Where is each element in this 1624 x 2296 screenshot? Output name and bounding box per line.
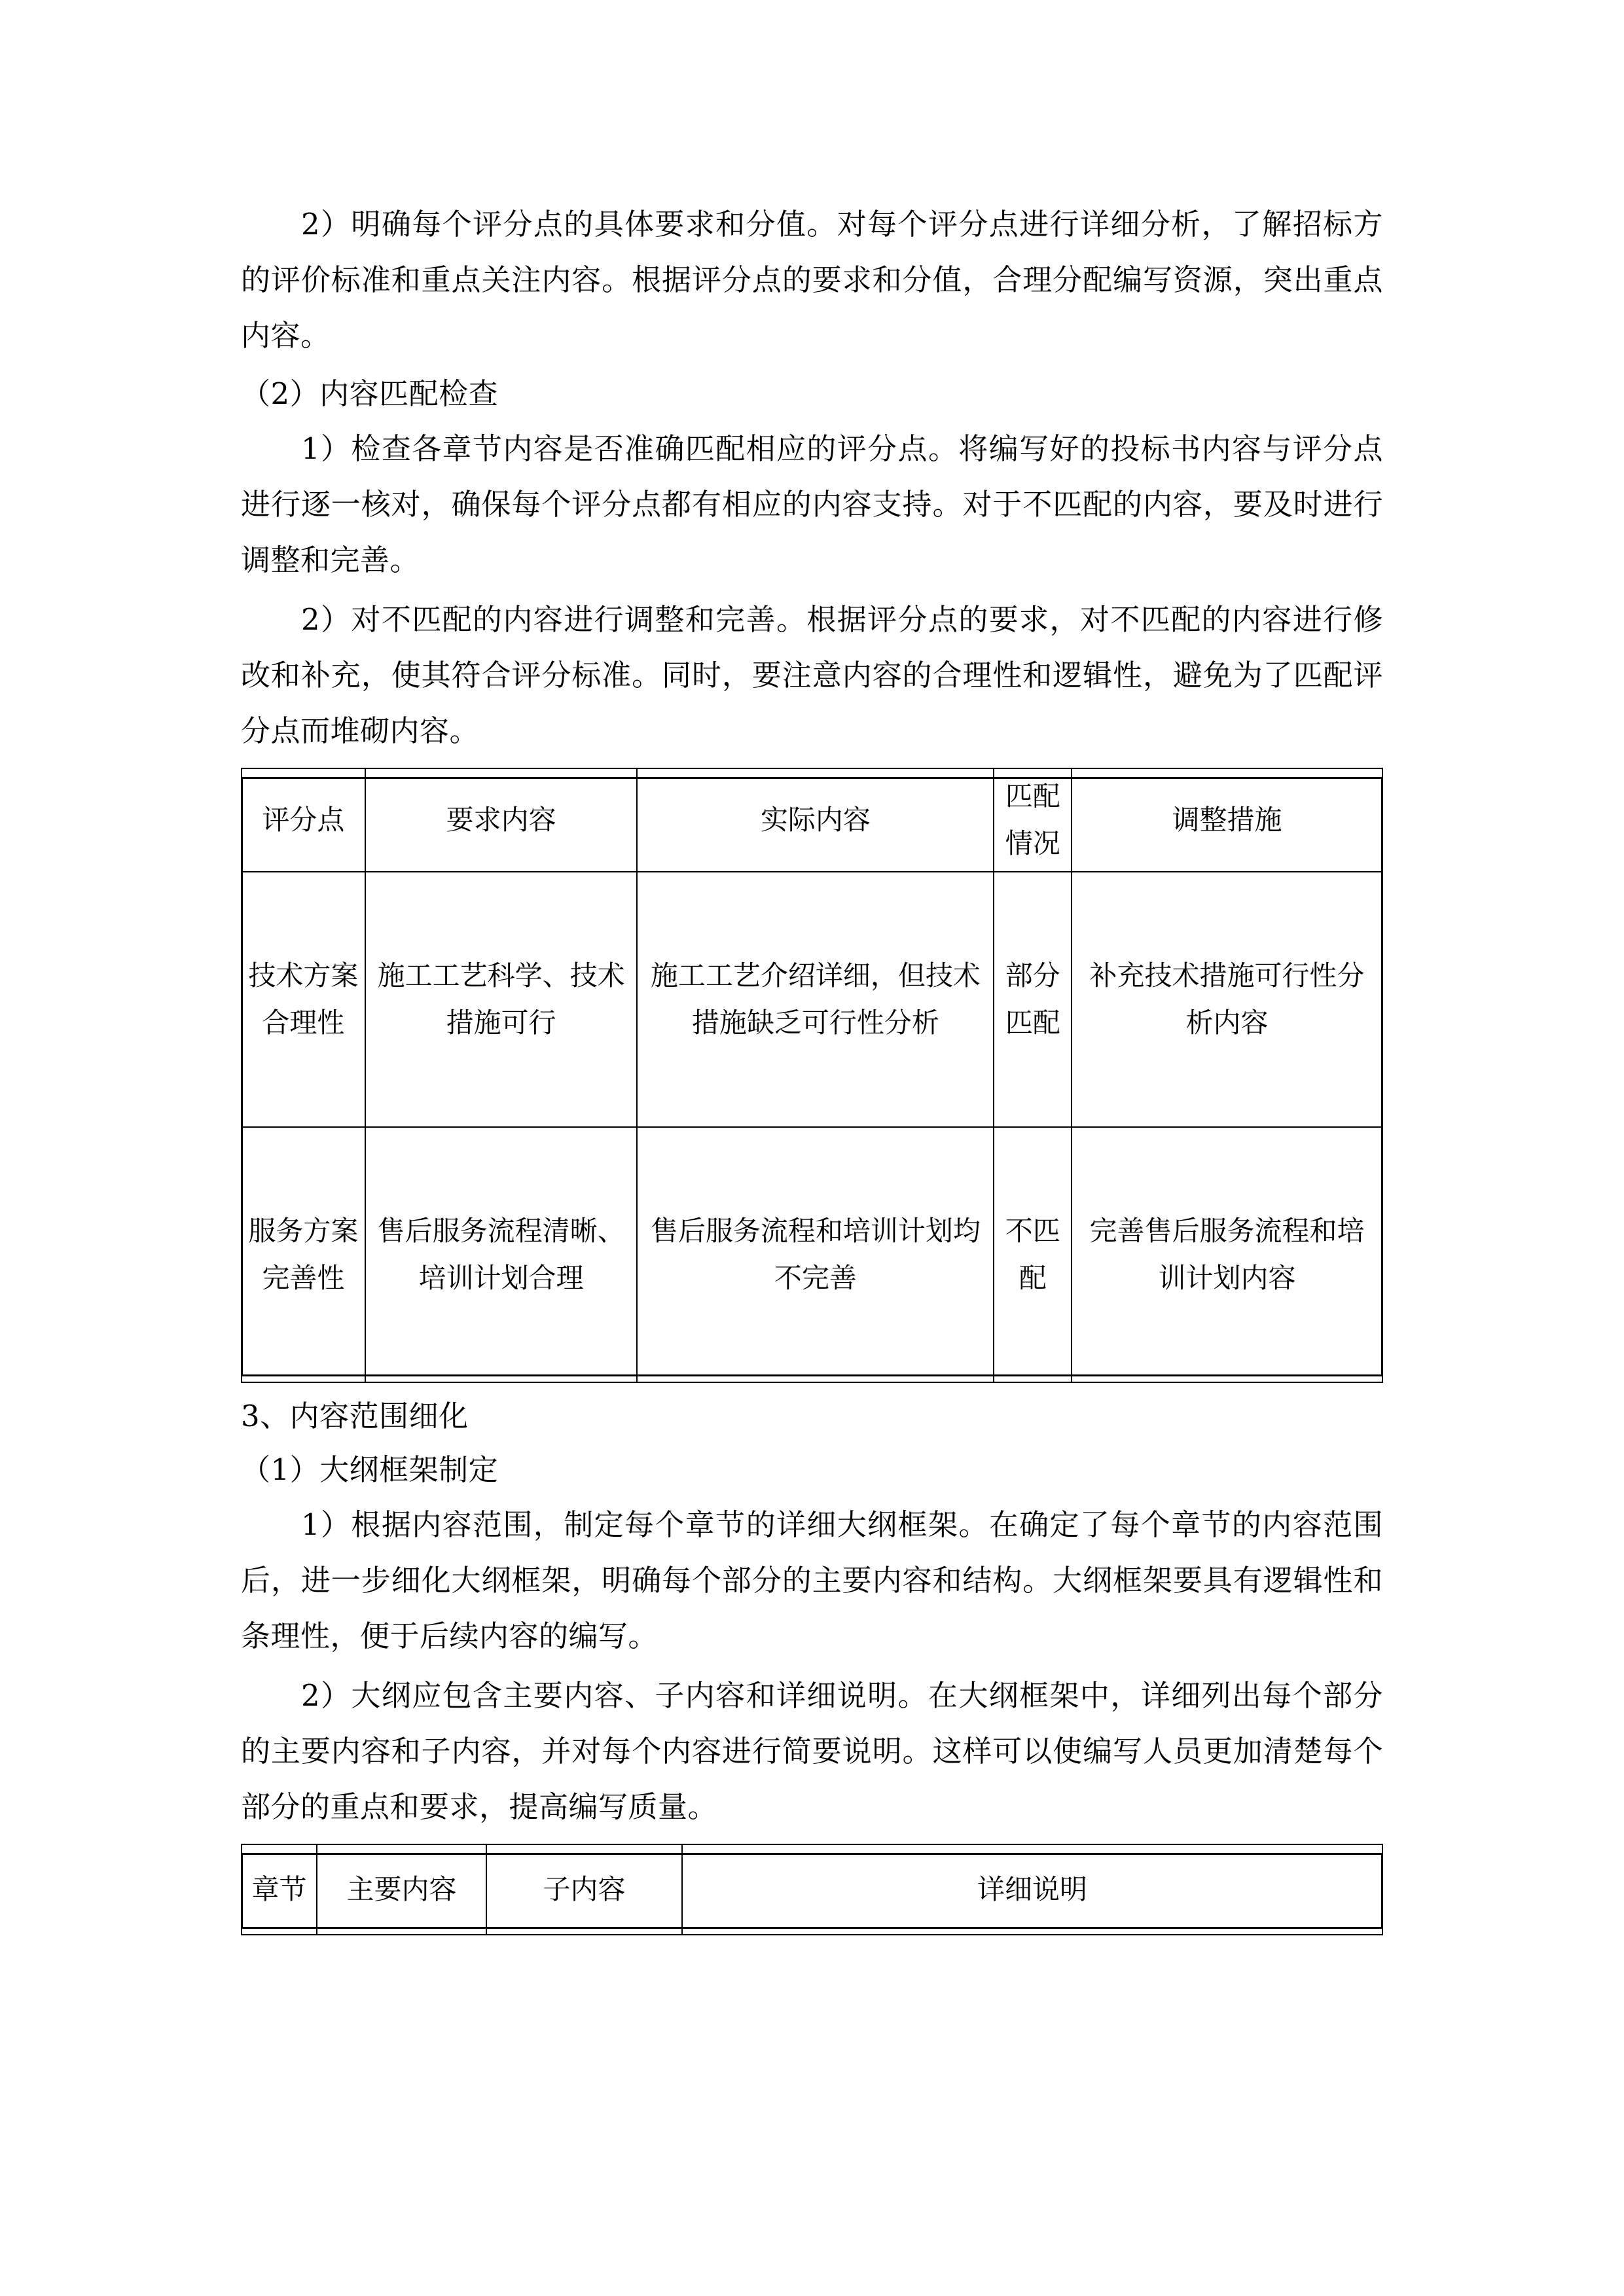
column-header-chapter: 章节	[242, 1844, 317, 1935]
column-header-detailed-description: 详细说明	[682, 1844, 1382, 1935]
table-row	[242, 1127, 1382, 1382]
cell-required-content: 施工工艺科学、技术措施可行	[365, 872, 638, 1127]
table-outline-framework-wrapper	[241, 1844, 1383, 1935]
table-match-check-wrapper	[241, 768, 1383, 1383]
paragraph-scoring-point-requirements: 2）明确每个评分点的具体要求和分值。对每个评分点进行详细分析，了解招标方的评价标准和重点关注内容。根据评分点的要求和分值，合理分配编写资源，突出重点内容。	[241, 207, 1383, 353]
column-header-main-content: 主要内容	[317, 1844, 486, 1935]
cell-actual-content: 售后服务流程和培训计划均不完善	[637, 1127, 994, 1382]
page-content	[241, 196, 1383, 1942]
cell-scoring-point: 服务方案完善性	[242, 1127, 365, 1382]
column-header-actual-content: 实际内容	[637, 768, 994, 872]
column-header-sub-content: 子内容	[486, 1844, 682, 1935]
cell-match-status: 不匹配	[994, 1127, 1072, 1382]
column-header-scoring-point: 评分点	[242, 768, 365, 872]
heading-outline-framework: （1）大纲框架制定	[241, 1452, 499, 1487]
heading-content-scope-refinement: 3、内容范围细化	[241, 1399, 469, 1433]
column-header-required-content: 要求内容	[365, 768, 638, 872]
cell-required-content: 售后服务流程清晰、培训计划合理	[365, 1127, 638, 1382]
column-header-adjustment: 调整措施	[1072, 768, 1382, 872]
paragraph-detailed-outline-framework: 1）根据内容范围，制定每个章节的详细大纲框架。在确定了每个章节的内容范围后，进一步细化大纲框架，明确每个部分的主要内容和结构。大纲框架要具有逻辑性和条理性，便于后续内容的编写。	[241, 1507, 1383, 1653]
table-outline-framework	[241, 1844, 1383, 1935]
paragraph-outline-contents: 2）大纲应包含主要内容、子内容和详细说明。在大纲框架中，详细列出每个部分的主要内容和子内容，并对每个内容进行简要说明。这样可以使编写人员更加清楚每个部分的重点和要求，提高编写质量。	[241, 1678, 1383, 1824]
paragraph-adjust-mismatched-content: 2）对不匹配的内容进行调整和完善。根据评分点的要求，对不匹配的内容进行修改和补充，使其符合评分标准。同时，要注意内容的合理性和逻辑性，避免为了匹配评分点而堆砌内容。	[241, 602, 1383, 748]
cell-match-status: 部分匹配	[994, 872, 1072, 1127]
column-header-match-status: 匹配情况	[994, 768, 1072, 872]
table-header-row	[242, 768, 1382, 872]
cell-adjustment: 补充技术措施可行性分析内容	[1072, 872, 1382, 1127]
table-match-check	[241, 768, 1383, 1383]
cell-adjustment: 完善售后服务流程和培训计划内容	[1072, 1127, 1382, 1382]
table-header-row	[242, 1844, 1382, 1935]
paragraph-check-chapter-match: 1）检查各章节内容是否准确匹配相应的评分点。将编写好的投标书内容与评分点进行逐一核对，确保每个评分点都有相应的内容支持。对于不匹配的内容，要及时进行调整和完善。	[241, 431, 1383, 577]
table-row	[242, 872, 1382, 1127]
heading-content-match-check: （2）内容匹配检查	[241, 376, 499, 411]
cell-actual-content: 施工工艺介绍详细，但技术措施缺乏可行性分析	[637, 872, 994, 1127]
cell-scoring-point: 技术方案合理性	[242, 872, 365, 1127]
